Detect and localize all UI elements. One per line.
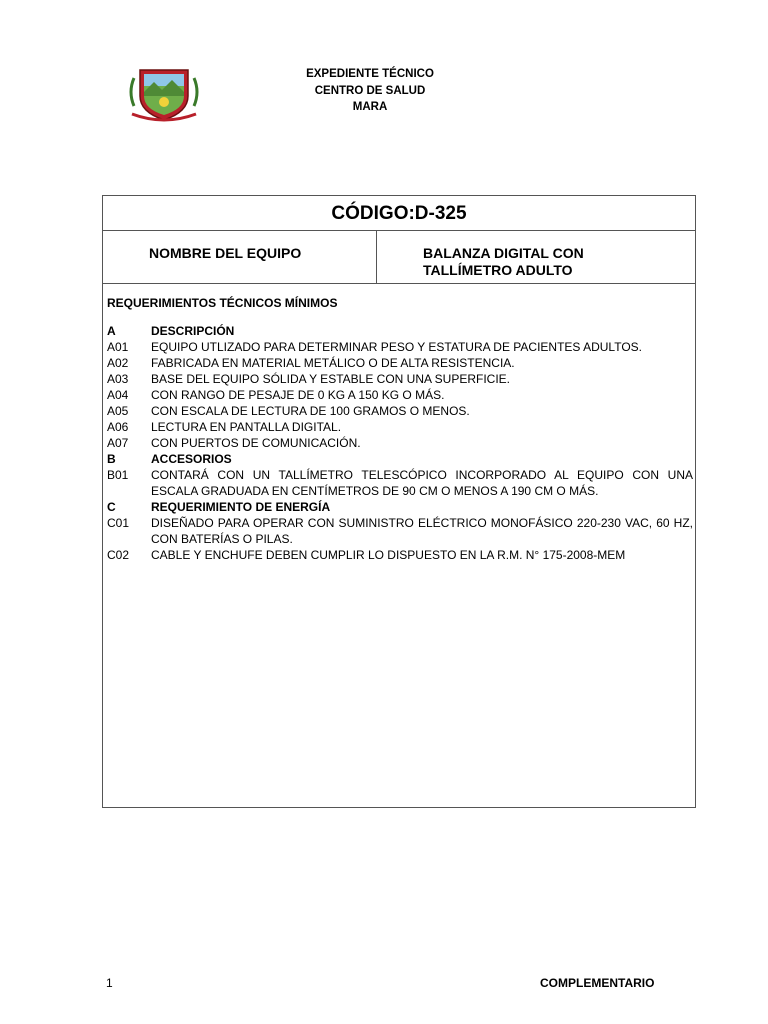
header-line-1: EXPEDIENTE TÉCNICO (306, 68, 434, 80)
equipment-name-line-2: TALLÍMETRO ADULTO (423, 262, 573, 278)
row-code: A (107, 324, 116, 338)
row-code: A05 (107, 404, 129, 418)
row-text: DISEÑADO PARA OPERAR CON SUMINISTRO ELÉCTRICO MONOFÁSICO 220-230 VAC, 60 HZ, CON BATERÍAS O PILAS. (151, 516, 693, 546)
requirement-row (107, 419, 693, 435)
requirement-row (107, 355, 693, 371)
row-code: A02 (107, 356, 129, 370)
footer-label: COMPLEMENTARIO (540, 976, 655, 990)
requirement-row (107, 403, 693, 419)
section-row (107, 499, 693, 515)
row-text: DESCRIPCIÓN (151, 324, 235, 338)
row-text: CON PUERTOS DE COMUNICACIÓN. (151, 436, 361, 450)
requirement-row (107, 547, 693, 563)
row-text: REQUERIMIENTO DE ENERGÍA (151, 500, 331, 514)
row-text: ACCESORIOS (151, 452, 232, 466)
equipment-sheet (102, 195, 696, 808)
coat-of-arms-logo (126, 62, 202, 124)
requirements-title: REQUERIMIENTOS TÉCNICOS MÍNIMOS (107, 296, 338, 310)
equipment-code: CÓDIGO:D-325 (103, 196, 695, 231)
row-code: A04 (107, 388, 129, 402)
page-header (0, 0, 768, 140)
row-code: A03 (107, 372, 129, 386)
row-text: LECTURA EN PANTALLA DIGITAL. (151, 420, 342, 434)
row-text: CONTARÁ CON UN TALLÍMETRO TELESCÓPICO INCORPORADO AL EQUIPO CON UNA ESCALA GRADUADA EN CENTÍMETROS DE 90 CM O MENOS A 190 CM O MÁS. (151, 468, 693, 498)
requirement-row (107, 515, 693, 547)
row-code: C01 (107, 516, 130, 530)
row-code: A01 (107, 340, 129, 354)
equipment-name-value (377, 231, 695, 283)
equipment-name-row (103, 231, 695, 284)
section-row (107, 323, 693, 339)
page-number: 1 (106, 976, 113, 990)
requirement-row (107, 339, 693, 355)
row-code: C02 (107, 548, 130, 562)
header-line-3: MARA (352, 101, 388, 113)
requirement-row (107, 467, 693, 499)
requirement-row (107, 387, 693, 403)
equipment-name-line-1: BALANZA DIGITAL CON (423, 245, 584, 261)
row-code: A06 (107, 420, 129, 434)
row-code: A07 (107, 436, 129, 450)
equipment-name-label: NOMBRE DEL EQUIPO (103, 231, 377, 283)
header-line-2: CENTRO DE SALUD (314, 84, 426, 97)
row-code: C (107, 500, 116, 514)
row-text: EQUIPO UTLIZADO PARA DETERMINAR PESO Y ESTATURA DE PACIENTES ADULTOS. (151, 340, 642, 354)
row-text: FABRICADA EN MATERIAL METÁLICO O DE ALTA RESISTENCIA. (151, 356, 515, 370)
row-code: B (107, 452, 116, 466)
requirement-row (107, 371, 693, 387)
section-row (107, 451, 693, 467)
requirements-list (107, 323, 693, 563)
row-text: BASE DEL EQUIPO SÓLIDA Y ESTABLE CON UNA SUPERFICIE. (151, 372, 511, 386)
row-text: CON RANGO DE PESAJE DE 0 KG A 150 KG O MÁS. (151, 388, 445, 402)
requirement-row (107, 435, 693, 451)
row-text: CABLE Y ENCHUFE DEBEN CUMPLIR LO DISPUESTO EN LA R.M. N° 175-2008-MEM (151, 548, 626, 562)
row-text: CON ESCALA DE LECTURA DE 100 GRAMOS O MENOS. (151, 404, 470, 418)
row-code: B01 (107, 468, 129, 482)
header-title (240, 66, 500, 116)
